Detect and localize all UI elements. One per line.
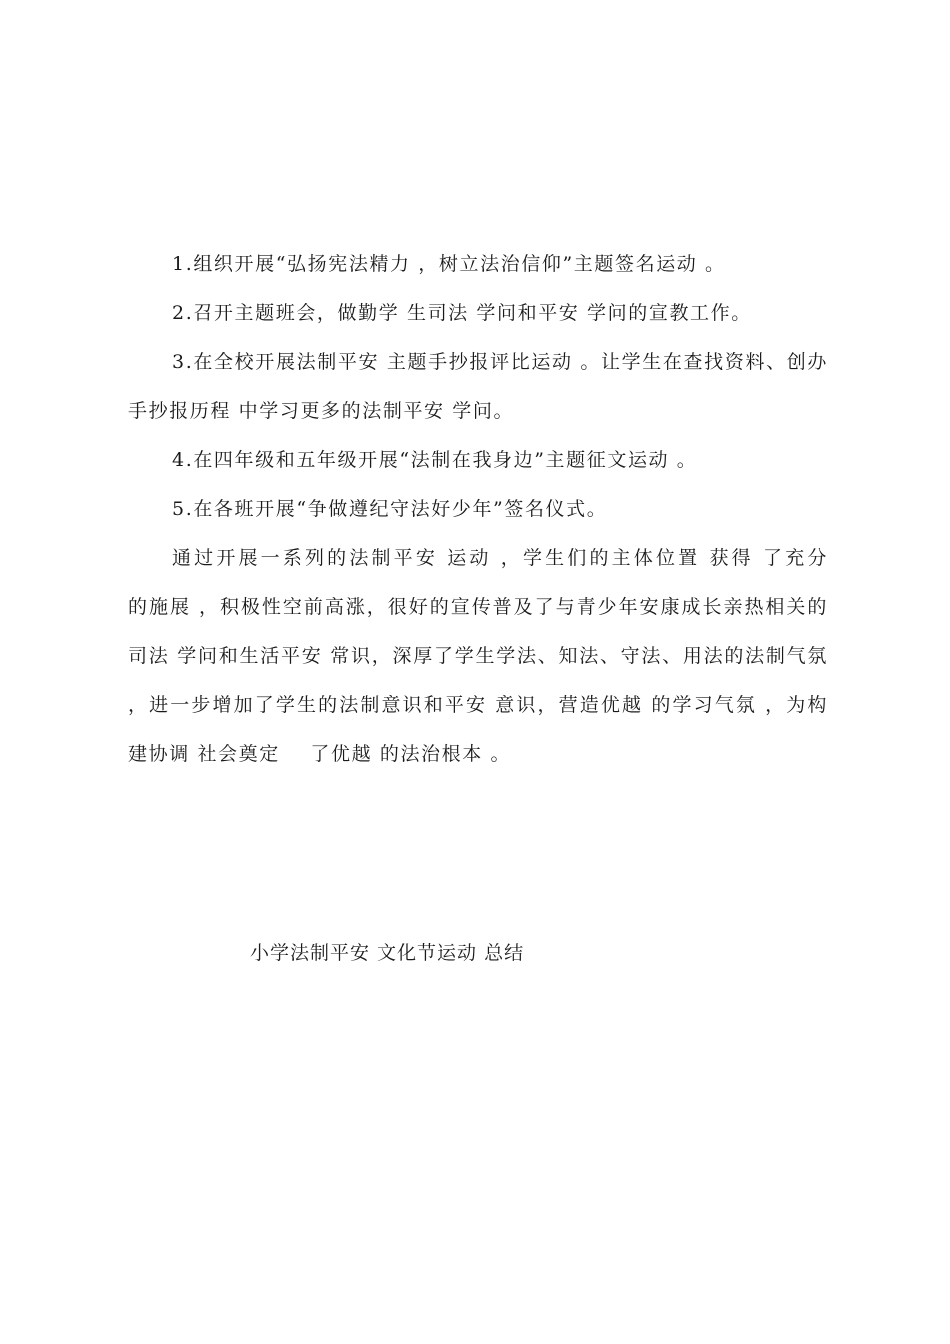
list-item-handwritten-newspaper: 3.在全校开展法制平安 主题手抄报评比运动 。让学生在查找资料、创办 手抄报历程 中学习更多的法制平安 学问。 xyxy=(128,351,859,422)
list-item-essay-campaign: 4.在四年级和五年级开展“法制在我身边”主题征文运动 。 xyxy=(172,449,698,471)
list-item-signing-ceremony: 5.在各班开展“争做遵纪守法好少年”签名仪式。 xyxy=(172,498,608,520)
summary-paragraph: 通过开展一系列的法制平安 运动 ，学生们的主体位置 获得 了充分 的施展 ，积极性空前高涨，很好的宣传普及了与青少年安康成长亲热相关的司法 学问和生活平安 常识，深厚了学生学法、知法、守法、用法的法制气氛 ，进一步增加了学生的法制意识和平安 意识，营造优越 的学习气氛 ，为构建协调 社会奠定 了优越 的法治根本 。 xyxy=(128,547,859,765)
document-footer-title: 小学法制平安 文化节运动 总结 xyxy=(250,942,525,964)
document-body xyxy=(128,240,859,779)
list-item-class-meeting: 2.召开主题班会，做勤学 生司法 学问和平安 学问的宣教工作。 xyxy=(172,302,752,324)
list-item-signature-campaign: 1.组织开展“弘扬宪法精力 ，树立法治信仰”主题签名运动 。 xyxy=(172,253,726,275)
